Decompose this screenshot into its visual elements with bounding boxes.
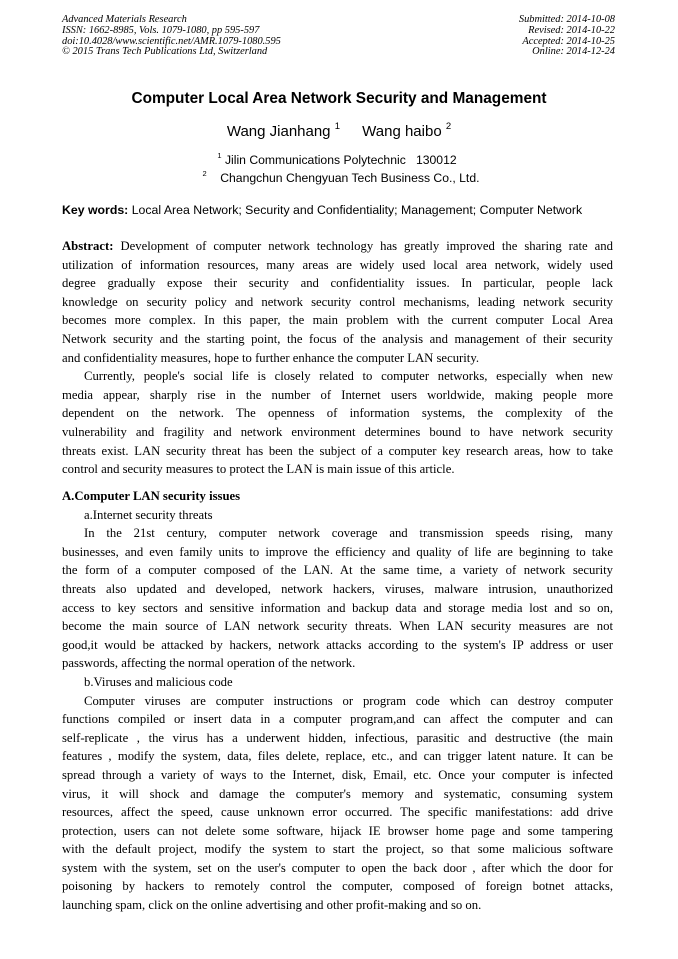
- author-name: Wang haibo: [362, 123, 442, 140]
- subsection-heading: b.Viruses and malicious code: [84, 674, 233, 689]
- paragraph-line: passwords, affecting the normal operation of the network.: [62, 656, 356, 671]
- abstract-label: Abstract:: [62, 239, 114, 253]
- accepted-date: Accepted: 2014-10-25: [522, 35, 615, 47]
- section-heading: A.Computer LAN security issues: [62, 489, 241, 503]
- submitted-date: Submitted: 2014-10-08: [518, 14, 615, 25]
- paragraph-line: vulnerability and fragility and network environment determines bound to have network security: [62, 424, 613, 439]
- affiliation: [0, 153, 676, 167]
- keywords: [62, 203, 582, 217]
- affiliation-text: Changchun Chengyuan Tech Business Co., Ltd.: [220, 171, 480, 185]
- affiliation-text: Jilin Communications Polytechnic 130012: [224, 153, 457, 167]
- doi-line: doi:10.4028/www.scientific.net/AMR.1079-1080.595: [62, 35, 281, 47]
- paragraph-line: Computer viruses are computer instructions or program code which can destroy computer: [84, 693, 613, 708]
- paragraph-line: threats also updated and developed, network hackers, viruses, malware intrusion, unauthorized: [62, 581, 613, 596]
- paragraph-line: poisoning by hackers to remotely control the computer, composed of foreign botnet attacks,: [62, 879, 613, 894]
- paragraph-line: launching spam, click on the online advertising and other profit-making and so on.: [62, 898, 482, 913]
- publication-dates: [519, 15, 615, 58]
- abstract-line: knowledge on security policy and network security control mechanisms, leading network security: [62, 294, 613, 309]
- abstract-line: Abstract: Development of computer network technology has greatly improved the sharing rate and: [62, 239, 613, 253]
- paragraph-line: dependent on the network. The openness of information systems, the complexity of the: [62, 406, 613, 421]
- abstract-line: becomes more complex. In this paper, the main problem with the current computer Local Area: [62, 313, 613, 328]
- author-list: [0, 123, 678, 140]
- paragraph-line: Currently, people's social life is closely related to computer networks, especially when new: [84, 369, 613, 384]
- keywords-label: Key words:: [62, 203, 129, 217]
- revised-date: Revised: 2014-10-22: [528, 24, 615, 36]
- journal-info: [62, 15, 281, 58]
- abstract-line: degree gradually expose their security and confidentiality issues. In particular, people lack: [62, 276, 613, 291]
- abstract-line: utilization of information resources, many areas are widely used local area network, widely used: [62, 257, 613, 272]
- paragraph-line: features , modify the system, data, files delete, replace, etc., and can trigger latent nature. It can be: [62, 749, 613, 764]
- issn-line: ISSN: 1662-8985, Vols. 1079-1080, pp 595-597: [62, 24, 260, 36]
- paragraph-line: self-replicate , the virus has a underwent hidden, infectious, parasitic and destructive (the main: [62, 730, 613, 745]
- paragraph-line: media appear, sharply rise in the number of Internet users worldwide, making people more: [62, 387, 613, 402]
- journal-name: Advanced Materials Research: [62, 14, 187, 25]
- paragraph-line: with the default project, modify the system to start the project, so that some malicious software: [62, 842, 613, 857]
- author-name: Wang Jianhang: [226, 123, 331, 140]
- paragraph-line: control and security measures to protect the LAN is main issue of this article.: [62, 462, 455, 477]
- abstract-line: Network security and the starting point, the focus of the analysis and management of their security: [62, 331, 613, 346]
- paragraph-line: the form of a computer composed of the LAN. At the same time, a variety of network security: [62, 563, 613, 578]
- paper-title: Computer Local Area Network Security and Management: [131, 90, 547, 107]
- paragraph-line: In the 21st century, computer network coverage and transmission speeds rising, many: [84, 526, 613, 541]
- author-affiliation-marker: 1: [334, 121, 340, 132]
- abstract: [62, 237, 613, 479]
- affiliation-marker: 2: [202, 169, 207, 178]
- paragraph-line: system with the system, set on the user's computer to open the back door , after which the door for: [62, 860, 613, 875]
- abstract-line: and confidentiality measures, hope to further enhance the computer LAN security.: [62, 350, 480, 365]
- paragraph-line: protection, users can not delete some software, hijack IE browser home page and some tampering: [62, 823, 613, 838]
- keywords-text: Local Area Network; Security and Confidentiality; Management; Computer Network: [131, 203, 583, 217]
- subsection-heading: a.Internet security threats: [84, 507, 213, 522]
- affiliation: [2, 171, 678, 185]
- paragraph-line: spread through a variety of ways to the Internet, disk, Email, etc. Once your computer is infected: [62, 767, 613, 782]
- paragraph-line: access to key sectors and sensitive information and backup data and storage media lost and so on,: [62, 600, 613, 615]
- paragraph-line: good,it would be attacked by hackers, network attacks according to the system's IP address or user: [62, 637, 613, 652]
- paragraph-line: functions compiled or insert data in a computer program,and can affect the computer and can: [62, 712, 613, 727]
- copyright-line: © 2015 Trans Tech Publications Ltd, Switzerland: [62, 46, 268, 58]
- author-affiliation-marker: 2: [445, 121, 452, 132]
- paragraph-line: businesses, and even family units to improve the efficiency and quality of life are beginning to take: [62, 544, 613, 559]
- paragraph-line: resources, affect the speed, cause unknown error occurred. The specific manifestations: add drive: [62, 805, 613, 820]
- online-date: Online: 2014-12-24: [532, 46, 615, 58]
- paragraph-line: virus, it will shock and damage the computer's memory and systematic, consuming system: [62, 786, 613, 801]
- section-a: [62, 487, 613, 915]
- paragraph-line: threats exist. LAN security threat has been the subject of a computer key research areas, how to take: [62, 443, 613, 458]
- paragraph-line: become the main source of LAN network security threats. When LAN security measures are not: [62, 619, 613, 634]
- affiliation-marker: 1: [217, 151, 222, 160]
